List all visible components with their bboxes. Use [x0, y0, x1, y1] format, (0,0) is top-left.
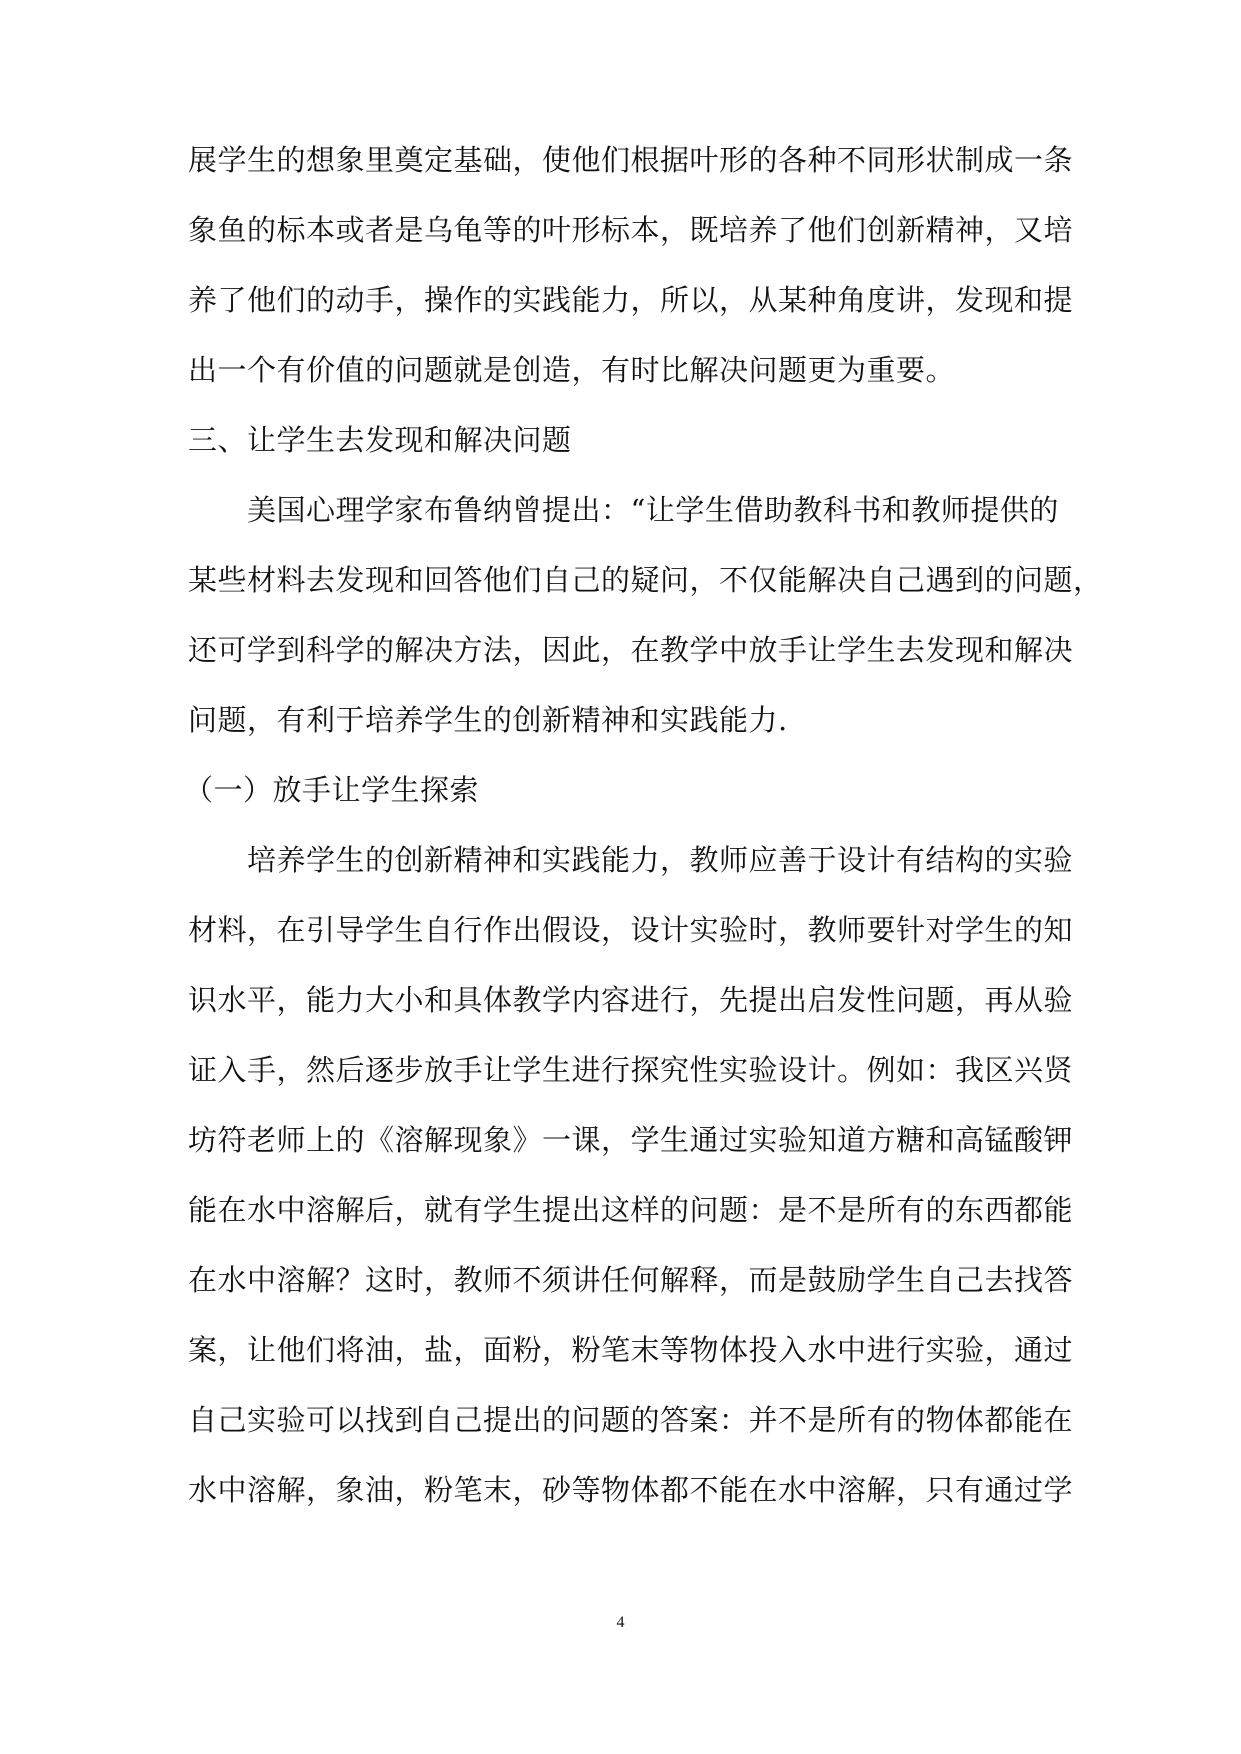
paragraph-line: 坊符老师上的《溶解现象》一课，学生通过实验知道方糖和高锰酸钾: [188, 1123, 1074, 1157]
page-number: 4: [616, 1614, 625, 1631]
paragraph-line: 美国心理学家布鲁纳曾提出：“让学生借助教科书和教师提供的: [247, 493, 1059, 527]
paragraph-line: 自己实验可以找到自己提出的问题的答案：并不是所有的物体都能在: [188, 1403, 1074, 1437]
paragraph-line: 展学生的想象里奠定基础，使他们根据叶形的各种不同形状制成一条: [188, 143, 1074, 177]
paragraph-line: 材料，在引导学生自行作出假设，设计实验时，教师要针对学生的知: [188, 913, 1074, 947]
subsection-heading: （一）放手让学生探索: [184, 773, 480, 807]
paragraph-line: 能在水中溶解后，就有学生提出这样的问题：是不是所有的东西都能: [188, 1193, 1074, 1227]
paragraph-line: 案，让他们将油，盐，面粉，粉笔末等物体投入水中进行实验，通过: [188, 1333, 1074, 1367]
paragraph-line: 养了他们的动手，操作的实践能力，所以，从某种角度讲，发现和提: [188, 283, 1074, 317]
paragraph-line: 问题，有利于培养学生的创新精神和实践能力.: [188, 703, 788, 737]
paragraph-line: 出一个有价值的问题就是创造，有时比解决问题更为重要。: [188, 353, 956, 387]
paragraph-line: 识水平，能力大小和具体教学内容进行，先提出启发性问题，再从验: [188, 983, 1074, 1017]
paragraph-line: 还可学到科学的解决方法，因此，在教学中放手让学生去发现和解决: [188, 633, 1074, 667]
paragraph-line: 水中溶解，象油，粉笔末，砂等物体都不能在水中溶解，只有通过学: [188, 1473, 1074, 1507]
paragraph-line: 象鱼的标本或者是乌龟等的叶形标本，既培养了他们创新精神，又培: [188, 213, 1074, 247]
paragraph-line: 在水中溶解？这时，教师不须讲任何解释，而是鼓励学生自己去找答: [188, 1263, 1074, 1297]
paragraph-line: 某些材料去发现和回答他们自己的疑问，不仅能解决自己遇到的问题，: [188, 563, 1103, 597]
section-heading: 三、让学生去发现和解决问题: [188, 423, 572, 457]
paragraph-line: 证入手，然后逐步放手让学生进行探究性实验设计。例如：我区兴贤: [188, 1053, 1074, 1087]
paragraph-line: 培养学生的创新精神和实践能力，教师应善于设计有结构的实验: [247, 843, 1074, 877]
